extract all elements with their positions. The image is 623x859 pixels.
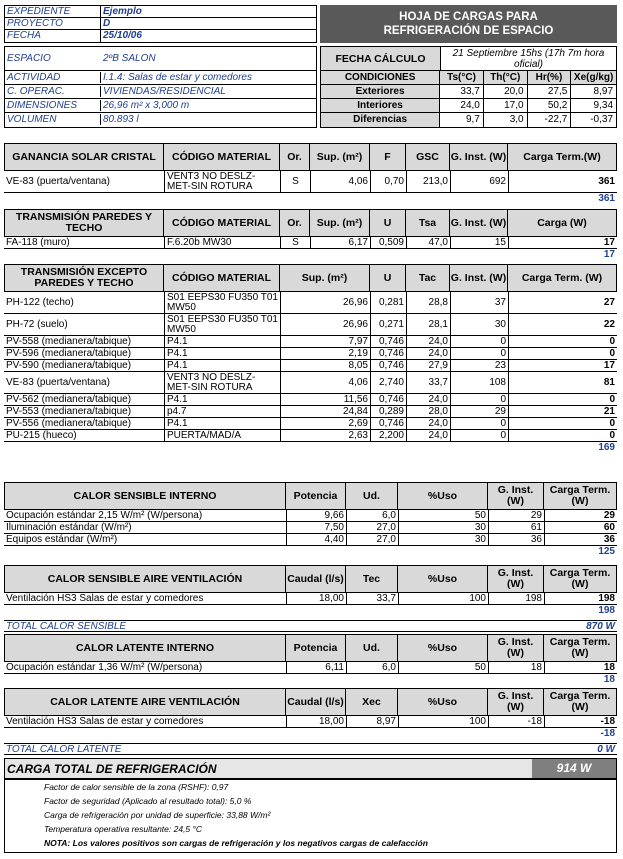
latent-internal-table-col-header: %Uso (397, 634, 488, 662)
walls-table-subtotal: 17 (603, 249, 615, 260)
note-superficie: Carga de refrigeración por unidad de superficie: 33,88 W/m² (44, 810, 271, 820)
sensible-internal-table-col-header: Potencia (285, 482, 346, 510)
table-cell: Ocupación estándar 1,36 W/m² (W/persona) (6, 662, 203, 673)
table-cell: 30 (398, 522, 488, 534)
table-cell: 30 (398, 534, 488, 546)
project-header (4, 5, 317, 43)
walls-table-col-header: TRANSMISIÓN PAREDES Y TECHO (4, 209, 164, 237)
table-cell: PV-596 (medianera/tabique) (6, 348, 132, 359)
latent-ventilation-table-col-header: %Uso (397, 688, 488, 716)
total-latente-bar (4, 743, 617, 755)
note-rshf: Factor de calor sensible de la zona (RSHF): 0,97 (44, 782, 229, 792)
table-cell: Equipos estándar (W/m²) (6, 534, 118, 545)
cond-row (321, 99, 616, 113)
table-cell: 0 (508, 430, 617, 442)
walls-table-col-header: Carga (W) (507, 209, 617, 237)
table-cell: 6,11 (286, 662, 346, 674)
cond-header-1: Th(°C) (484, 71, 528, 84)
table-cell: P4.1 (164, 360, 280, 372)
table-cell: 0,281 (370, 292, 406, 314)
table-cell: S (280, 171, 310, 193)
transmission-table-col-header: TRANSMISIÓN EXCEPTO PAREDES Y TECHO (4, 264, 164, 292)
dimensiones-label: DIMENSIONES (5, 100, 101, 111)
table-cell: 26,96 (280, 314, 370, 336)
table-cell: 0,746 (370, 394, 406, 406)
table-cell: 18 (544, 662, 617, 674)
table-cell: 0,746 (370, 418, 406, 430)
table-cell: 100 (398, 593, 488, 605)
latent-ventilation-table-col-header: Caudal (l/s) (285, 688, 346, 716)
table-cell: 0 (450, 348, 508, 360)
table-cell: 361 (508, 171, 617, 193)
cond-header-0: Ts(°C) (440, 71, 484, 84)
table-cell: Ocupación estándar 2,15 W/m² (W/persona) (6, 510, 203, 521)
total-refrigeracion-bar (4, 758, 617, 779)
latent-internal-table-col-header: Potencia (285, 634, 346, 662)
solar-gain-table-subtotal: 361 (598, 193, 615, 204)
cond-row-label: Exteriores (321, 85, 440, 98)
table-cell: 0,271 (370, 314, 406, 336)
table-cell: 23 (450, 360, 508, 372)
table-cell: PUERTA/MAD/A (164, 430, 280, 442)
proyecto-label: PROYECTO (5, 18, 101, 29)
sensible-ventilation-table-col-header: CALOR SENSIBLE AIRE VENTILACIÓN (4, 565, 286, 593)
sensible-ventilation-table-col-header: %Uso (397, 565, 488, 593)
cond-value: 8,97 (593, 86, 614, 97)
table-cell: 6,0 (346, 510, 398, 522)
note-signos: NOTA: Los valores positivos son cargas de refrigeración y los negativos cargas de calefacción (44, 838, 428, 848)
latent-internal-table-col-header: Carga Term. (W) (543, 634, 617, 662)
note-seguridad: Factor de seguridad (Aplicado al resultado total): 5,0 % (44, 796, 252, 806)
table-cell: 61 (488, 522, 544, 534)
table-cell: 15 (450, 237, 508, 249)
table-cell: 29 (450, 406, 508, 418)
proyecto-value: D (103, 18, 111, 29)
expediente-value: Ejemplo (103, 6, 142, 17)
table-cell: 18,00 (286, 716, 346, 728)
table-cell: 2,200 (370, 430, 406, 442)
table-cell: 692 (450, 171, 508, 193)
table-row (4, 662, 617, 674)
table-cell: VENT3 NO DESLZ-MET-SIN ROTURA (164, 171, 280, 193)
table-cell: Iluminación estándar (W/m²) (6, 522, 132, 533)
table-cell: VENT3 NO DESLZ-MET-SIN ROTURA (164, 372, 280, 394)
table-cell: PH-122 (techo) (6, 297, 74, 308)
table-cell: 0 (508, 348, 617, 360)
fecha-calculo-value: 21 Septiembre 15hs (17h 7m hora oficial) (452, 48, 605, 70)
table-cell: 0 (450, 394, 508, 406)
space-info (4, 46, 317, 128)
table-row (4, 716, 617, 728)
table-cell: P4.1 (164, 394, 280, 406)
cond-value: 17,0 (484, 99, 528, 112)
table-cell: 37 (450, 292, 508, 314)
table-cell: 36 (544, 534, 617, 546)
walls-table-col-header: Sup. (m²) (309, 209, 370, 237)
sensible-internal-table-col-header: G. Inst. (W) (487, 482, 544, 510)
cond-value: -22,7 (528, 113, 572, 127)
table-cell: 0 (508, 336, 617, 348)
walls-table-col-header: Tsa (405, 209, 450, 237)
table-cell: 33,7 (406, 372, 450, 394)
cond-value: 27,5 (528, 85, 572, 98)
table-row (4, 522, 617, 534)
table-cell: 30 (450, 314, 508, 336)
latent-ventilation-table-header (4, 688, 617, 716)
table-cell: 29 (488, 510, 544, 522)
cond-value: -0,37 (590, 114, 614, 125)
actividad-value: I.1.4: Salas de estar y comedores (103, 72, 252, 83)
table-cell: PH-72 (suelo) (6, 319, 68, 330)
cond-row-label: Diferencias (321, 113, 440, 127)
table-row (4, 430, 617, 442)
page-title (320, 5, 617, 43)
table-cell: 0,746 (370, 360, 406, 372)
latent-ventilation-table-col-header: G. Inst. (W) (487, 688, 544, 716)
cond-header-3: Xe(g/kg) (573, 72, 614, 83)
table-cell: 8,97 (346, 716, 398, 728)
table-cell: S01 EEPS30 FU350 T01 MW50 (164, 314, 280, 336)
table-cell: 28,8 (406, 292, 450, 314)
table-cell: 11,56 (280, 394, 370, 406)
table-cell: PV-553 (medianera/tabique) (6, 406, 132, 417)
table-cell: PV-590 (medianera/tabique) (6, 360, 132, 371)
table-cell: 24,0 (406, 348, 450, 360)
transmission-table-col-header: CÓDIGO MATERIAL (163, 264, 280, 292)
title-line-1: HOJA DE CARGAS PARA (399, 11, 538, 23)
table-cell: 17 (508, 360, 617, 372)
solar-gain-table-col-header: F (369, 143, 406, 171)
table-cell: 18 (488, 662, 544, 674)
table-cell: 22 (508, 314, 617, 336)
cond-value: 9,7 (440, 113, 484, 127)
table-cell: 213,0 (406, 171, 450, 193)
table-row (4, 372, 617, 394)
sensible-ventilation-table-col-header: G. Inst. (W) (487, 565, 544, 593)
solar-gain-table-col-header: Carga Term.(W) (507, 143, 617, 171)
table-cell: 198 (544, 593, 617, 605)
table-row (4, 394, 617, 406)
total-latente-value: 0 W (597, 744, 615, 755)
table-cell: F.6.20b MW30 (164, 237, 280, 249)
table-cell: 0,509 (370, 237, 406, 249)
table-cell: 2,740 (370, 372, 406, 394)
table-cell: 28,1 (406, 314, 450, 336)
table-cell: PV-556 (medianera/tabique) (6, 418, 132, 429)
cond-value: 33,7 (440, 85, 484, 98)
cond-header-2: Hr(%) (528, 71, 572, 84)
cond-value: 50,2 (528, 99, 572, 112)
solar-gain-table-col-header: Or. (279, 143, 310, 171)
table-cell: 7,97 (280, 336, 370, 348)
total-sensible-label: TOTAL CALOR SENSIBLE (6, 621, 127, 632)
actividad-label: ACTIVIDAD (5, 72, 101, 83)
table-cell: 29 (544, 510, 617, 522)
sensible-ventilation-table (4, 565, 617, 617)
table-cell: 4,06 (310, 171, 370, 193)
solar-gain-table-col-header: Sup. (m²) (309, 143, 370, 171)
total-sensible-bar (4, 620, 617, 632)
table-cell: 0,70 (370, 171, 406, 193)
cond-value: 24,0 (440, 99, 484, 112)
table-cell: PV-562 (medianera/tabique) (6, 394, 132, 405)
total-refrigeracion-label: CARGA TOTAL DE REFRIGERACIÓN (7, 761, 217, 776)
latent-internal-table-col-header: G. Inst. (W) (487, 634, 544, 662)
table-cell: 4,40 (286, 534, 346, 546)
sensible-internal-table-col-header: %Uso (397, 482, 488, 510)
table-row (4, 360, 617, 372)
table-cell: 81 (508, 372, 617, 394)
latent-internal-table-col-header: Ud. (345, 634, 398, 662)
table-cell: 198 (488, 593, 544, 605)
cond-value: 3,0 (484, 113, 528, 127)
condiciones-label: CONDICIONES (321, 71, 440, 84)
table-cell: 2,69 (280, 418, 370, 430)
table-row (4, 292, 617, 314)
table-cell: 4,06 (280, 372, 370, 394)
total-sensible-value: 870 W (586, 621, 615, 632)
walls-table (4, 209, 617, 261)
sensible-internal-table (4, 482, 617, 558)
transmission-table-col-header: U (369, 264, 406, 292)
table-row (4, 418, 617, 430)
table-cell: 24,0 (406, 336, 450, 348)
table-row (4, 237, 617, 249)
sensible-ventilation-table-col-header: Caudal (l/s) (285, 565, 346, 593)
table-row (4, 336, 617, 348)
table-cell: 6,17 (310, 237, 370, 249)
dimensiones-value: 26,96 m² x 3,000 m (103, 100, 190, 111)
sensible-ventilation-table-subtotal: 198 (598, 605, 615, 616)
table-cell: 2,63 (280, 430, 370, 442)
latent-internal-table-subtotal: 18 (603, 674, 615, 685)
fecha-calculo-label: FECHA CÁLCULO (321, 47, 441, 70)
table-cell: PU-215 (hueco) (6, 430, 77, 441)
table-cell: 2,19 (280, 348, 370, 360)
table-cell: 24,0 (406, 394, 450, 406)
solar-gain-table-col-header: GSC (405, 143, 450, 171)
sensible-internal-table-header (4, 482, 617, 510)
latent-ventilation-table-col-header: CALOR LATENTE AIRE VENTILACIÓN (4, 688, 286, 716)
table-cell: Ventilación HS3 Salas de estar y comedores (6, 593, 204, 604)
walls-table-col-header: U (369, 209, 406, 237)
table-cell: -18 (488, 716, 544, 728)
table-cell: 50 (398, 662, 488, 674)
table-cell: 7,50 (286, 522, 346, 534)
transmission-table (4, 264, 617, 454)
table-cell: 9,66 (286, 510, 346, 522)
table-cell: p4.7 (164, 406, 280, 418)
sensible-internal-table-col-header: CALOR SENSIBLE INTERNO (4, 482, 286, 510)
transmission-table-col-header: Tac (405, 264, 450, 292)
table-cell: Ventilación HS3 Salas de estar y comedores (6, 716, 204, 727)
sensible-internal-table-col-header: Carga Term. (W) (543, 482, 617, 510)
table-cell: 0,746 (370, 348, 406, 360)
table-cell: P4.1 (164, 348, 280, 360)
table-cell: FA-118 (muro) (6, 237, 70, 248)
table-row (4, 171, 617, 193)
title-line-2: REFRIGERACIÓN DE ESPACIO (383, 25, 554, 37)
walls-table-col-header: G. Inst. (W) (449, 209, 508, 237)
latent-ventilation-table-subtotal: -18 (600, 728, 615, 739)
volumen-value: 80.893 l (103, 114, 139, 125)
table-row (4, 348, 617, 360)
solar-gain-table-col-header: GANANCIA SOLAR CRISTAL (4, 143, 164, 171)
table-cell: 0 (450, 430, 508, 442)
table-cell: 0 (450, 418, 508, 430)
table-cell: 0,289 (370, 406, 406, 418)
solar-gain-table-header (4, 143, 617, 171)
table-cell: S (280, 237, 310, 249)
latent-ventilation-table-col-header: Xec (345, 688, 398, 716)
table-cell: 17 (508, 237, 617, 249)
table-cell: PV-558 (medianera/tabique) (6, 336, 132, 347)
cond-value: 9,34 (593, 100, 614, 111)
conditions-header-row (321, 71, 616, 85)
table-cell: 18,00 (286, 593, 346, 605)
table-cell: 21 (508, 406, 617, 418)
table-cell: VE-83 (puerta/ventana) (6, 377, 110, 388)
table-cell: P4.1 (164, 336, 280, 348)
espacio-value: 2ºB SALÓN (103, 53, 156, 64)
table-row (4, 510, 617, 522)
latent-ventilation-table (4, 688, 617, 740)
transmission-table-subtotal: 169 (598, 442, 615, 453)
table-row (4, 593, 617, 605)
coperac-value: VIVIENDAS/RESIDENCIAL (103, 86, 226, 97)
table-cell: 27,0 (346, 522, 398, 534)
table-cell: 108 (450, 372, 508, 394)
total-latente-label: TOTAL CALOR LATENTE (6, 744, 122, 755)
fecha-label: FECHA (5, 30, 101, 42)
table-cell: 24,0 (406, 418, 450, 430)
table-cell: 24,84 (280, 406, 370, 418)
table-cell: 6,0 (346, 662, 398, 674)
fecha-value: 25/10/06 (103, 30, 142, 41)
sensible-ventilation-table-col-header: Tec (345, 565, 398, 593)
table-row (4, 534, 617, 546)
table-cell: 0 (508, 418, 617, 430)
latent-ventilation-table-col-header: Carga Term. (W) (543, 688, 617, 716)
note-temperatura: Temperatura operativa resultante: 24,5 °C (44, 824, 203, 834)
transmission-table-col-header: Sup. (m²) (279, 264, 370, 292)
table-cell: 36 (488, 534, 544, 546)
transmission-table-col-header: Carga Term. (W) (507, 264, 617, 292)
coperac-label: C. OPERAC. (5, 86, 101, 97)
sensible-ventilation-table-col-header: Carga Term. (W) (543, 565, 617, 593)
table-cell: 0 (450, 336, 508, 348)
table-cell: 28,0 (406, 406, 450, 418)
cond-row (321, 113, 616, 127)
table-cell: 27 (508, 292, 617, 314)
volumen-label: VOLUMEN (5, 114, 101, 125)
table-cell: 24,0 (406, 430, 450, 442)
sensible-ventilation-table-header (4, 565, 617, 593)
cond-value: 20,0 (484, 85, 528, 98)
table-cell: 100 (398, 716, 488, 728)
table-cell: 27,9 (406, 360, 450, 372)
walls-table-col-header: CÓDIGO MATERIAL (163, 209, 280, 237)
table-cell: 60 (544, 522, 617, 534)
latent-internal-table-col-header: CALOR LATENTE INTERNO (4, 634, 286, 662)
table-cell: -18 (544, 716, 617, 728)
table-cell: 50 (398, 510, 488, 522)
cond-row-label: Interiores (321, 99, 440, 112)
table-cell: S01 EEPS30 FU350 T01 MW50 (164, 292, 280, 314)
expediente-label: EXPEDIENTE (5, 6, 101, 17)
cond-row (321, 85, 616, 99)
table-cell: P4.1 (164, 418, 280, 430)
espacio-label: ESPACIO (7, 53, 51, 64)
solar-gain-table (4, 143, 617, 205)
solar-gain-table-col-header: G. Inst. (W) (449, 143, 508, 171)
table-row (4, 406, 617, 418)
walls-table-header (4, 209, 617, 237)
table-cell: 0,746 (370, 336, 406, 348)
total-refrigeracion-value: 914 W (532, 759, 616, 778)
walls-table-col-header: Or. (279, 209, 310, 237)
table-cell: 26,96 (280, 292, 370, 314)
table-cell: 27,0 (346, 534, 398, 546)
table-cell: 47,0 (406, 237, 450, 249)
table-row (4, 314, 617, 336)
solar-gain-table-col-header: CÓDIGO MATERIAL (163, 143, 280, 171)
transmission-table-col-header: G. Inst. (W) (449, 264, 508, 292)
table-cell: VE-83 (puerta/ventana) (6, 176, 110, 187)
transmission-table-header (4, 264, 617, 292)
latent-internal-table-header (4, 634, 617, 662)
sensible-internal-table-col-header: Ud. (345, 482, 398, 510)
latent-internal-table (4, 634, 617, 686)
table-cell: 8,05 (280, 360, 370, 372)
table-cell: 0 (508, 394, 617, 406)
sensible-internal-table-subtotal: 125 (598, 546, 615, 557)
conditions-panel (320, 46, 617, 128)
table-cell: 33,7 (346, 593, 398, 605)
